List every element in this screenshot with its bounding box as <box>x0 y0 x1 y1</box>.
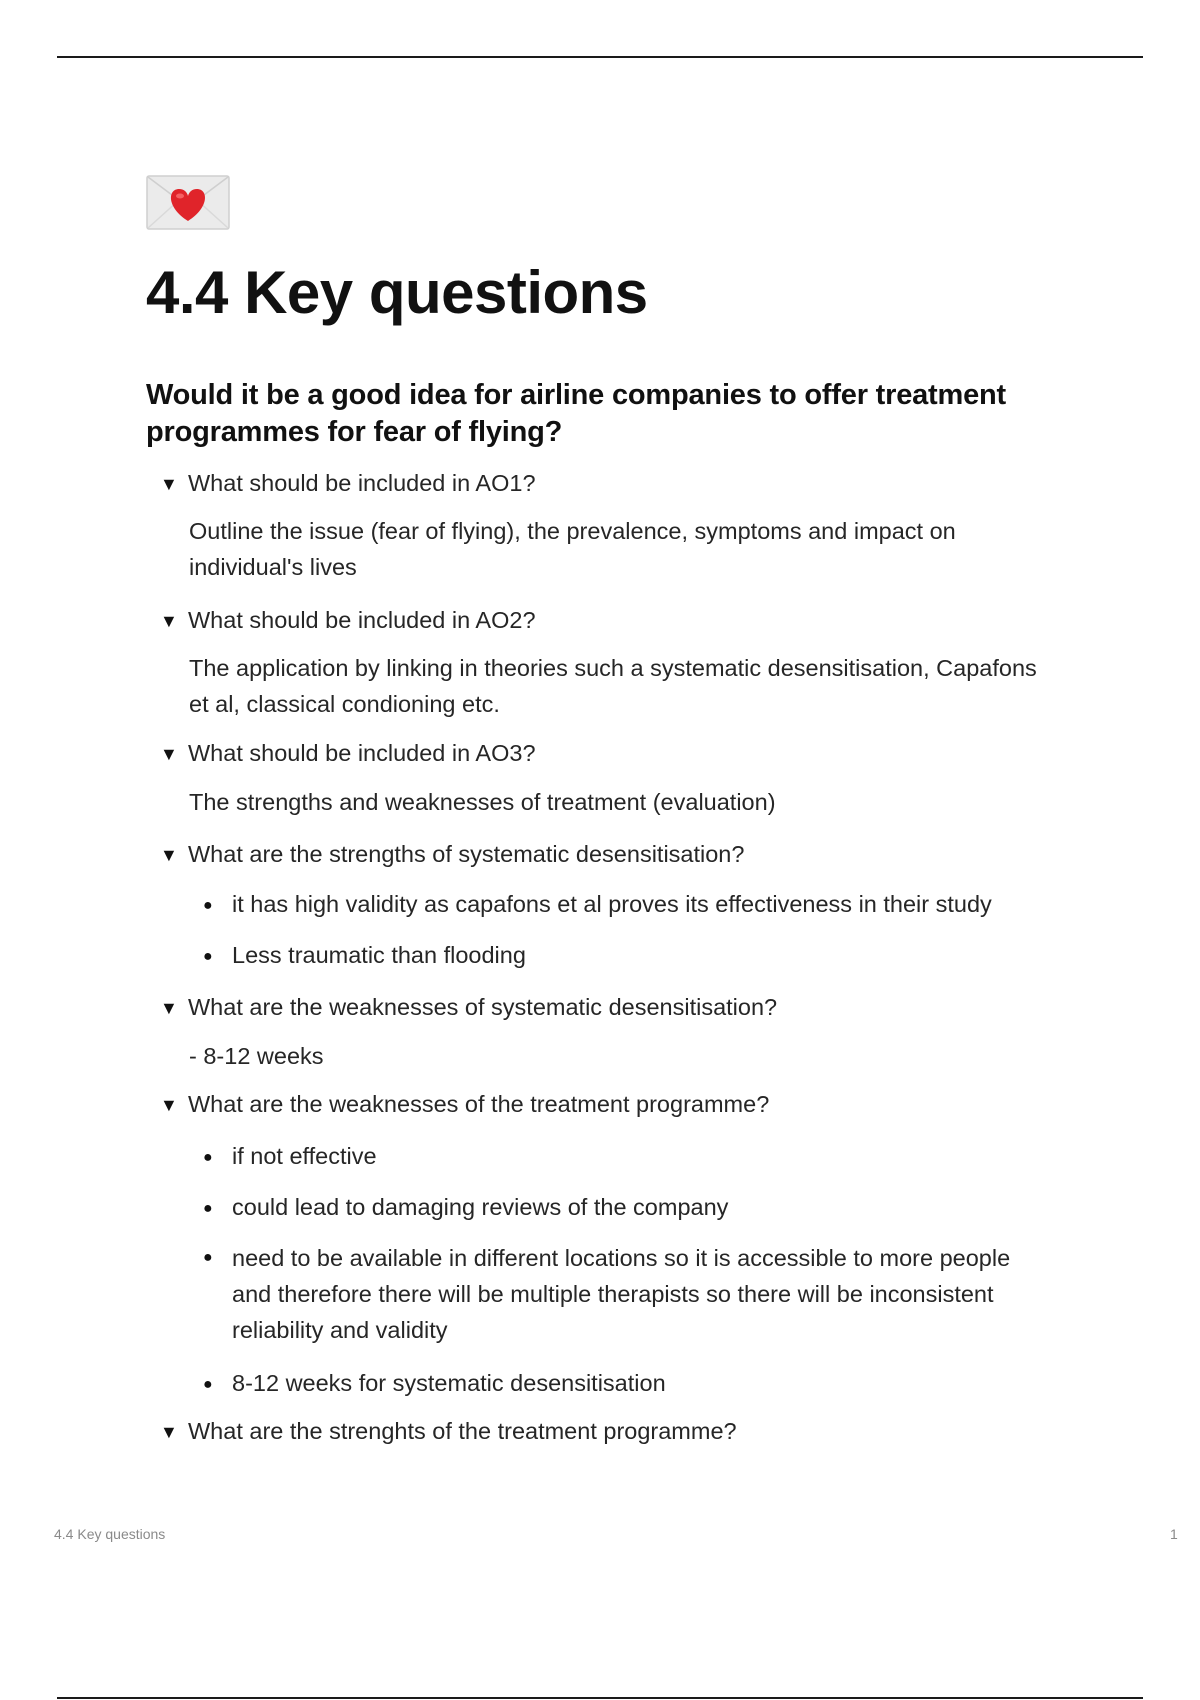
toggle-programme-strengths[interactable] <box>160 1413 737 1450</box>
list-item: ● need to be available in different locations so it is accessible to more people and therefore there will be multiple therapists so there will be inconsistent reliability and validity <box>203 1240 1033 1348</box>
top-rule <box>57 56 1143 58</box>
toggle-ao3[interactable] <box>160 735 536 772</box>
list-item: ● if not effective <box>203 1138 377 1176</box>
toggle-sd-strengths[interactable] <box>160 836 744 873</box>
toggle-arrow-icon[interactable]: ▼ <box>160 1095 178 1115</box>
toggle-content: - 8-12 weeks <box>189 1043 324 1069</box>
bullet-dot-icon: ● <box>203 1149 213 1166</box>
toggle-arrow-icon[interactable]: ▼ <box>160 1422 178 1442</box>
bottom-rule <box>57 1697 1143 1699</box>
bullet-dot-icon: ● <box>203 1200 213 1217</box>
toggle-label: What are the strengths of systematic desensitisation? <box>188 841 745 867</box>
toggle-label: What are the weaknesses of the treatment programme? <box>188 1091 770 1117</box>
toggle-arrow-icon[interactable]: ▼ <box>160 845 178 865</box>
toggle-arrow-icon[interactable]: ▼ <box>160 474 178 494</box>
bullet-dot-icon: ● <box>203 1249 213 1266</box>
toggle-sd-weaknesses[interactable] <box>160 989 777 1026</box>
toggle-label: What should be included in AO3? <box>188 740 536 766</box>
bullet-dot-icon: ● <box>203 1376 213 1393</box>
list-item: ● 8-12 weeks for systematic desensitisation <box>203 1365 666 1403</box>
bullet-dot-icon: ● <box>203 948 213 965</box>
toggle-ao1[interactable] <box>160 465 536 502</box>
list-item: ● Less traumatic than flooding <box>203 937 526 975</box>
toggle-programme-weaknesses[interactable] <box>160 1086 769 1123</box>
toggle-ao2[interactable] <box>160 602 536 639</box>
toggle-label: What are the strenghts of the treatment programme? <box>188 1418 737 1444</box>
toggle-content: The application by linking in theories such a systematic desensitisation, Capafons et al, classical condioning etc. <box>189 655 1037 717</box>
toggle-label: What should be included in AO1? <box>188 470 536 496</box>
list-item: ● it has high validity as capafons et al proves its effectiveness in their study <box>203 886 992 924</box>
toggle-arrow-icon[interactable]: ▼ <box>160 611 178 631</box>
list-item: ● could lead to damaging reviews of the company <box>203 1189 728 1227</box>
toggle-content: Outline the issue (fear of flying), the prevalence, symptoms and impact on individual's lives <box>189 518 956 580</box>
toggle-content: The strengths and weaknesses of treatment (evaluation) <box>189 789 776 815</box>
toggle-arrow-icon[interactable]: ▼ <box>160 998 178 1018</box>
toggle-label: What are the weaknesses of systematic desensitisation? <box>188 994 778 1020</box>
page-title: 4.4 Key questions <box>146 259 648 326</box>
toggle-label: What should be included in AO2? <box>188 607 536 633</box>
toggle-arrow-icon[interactable]: ▼ <box>160 744 178 764</box>
question-heading: Would it be a good idea for airline companies to offer treatment programmes for fear of flying? <box>146 379 1006 448</box>
love-letter-icon <box>146 175 230 230</box>
footer-title: 4.4 Key questions <box>54 1526 166 1542</box>
page-number: 1 <box>1170 1526 1178 1542</box>
bullet-dot-icon: ● <box>203 897 213 914</box>
